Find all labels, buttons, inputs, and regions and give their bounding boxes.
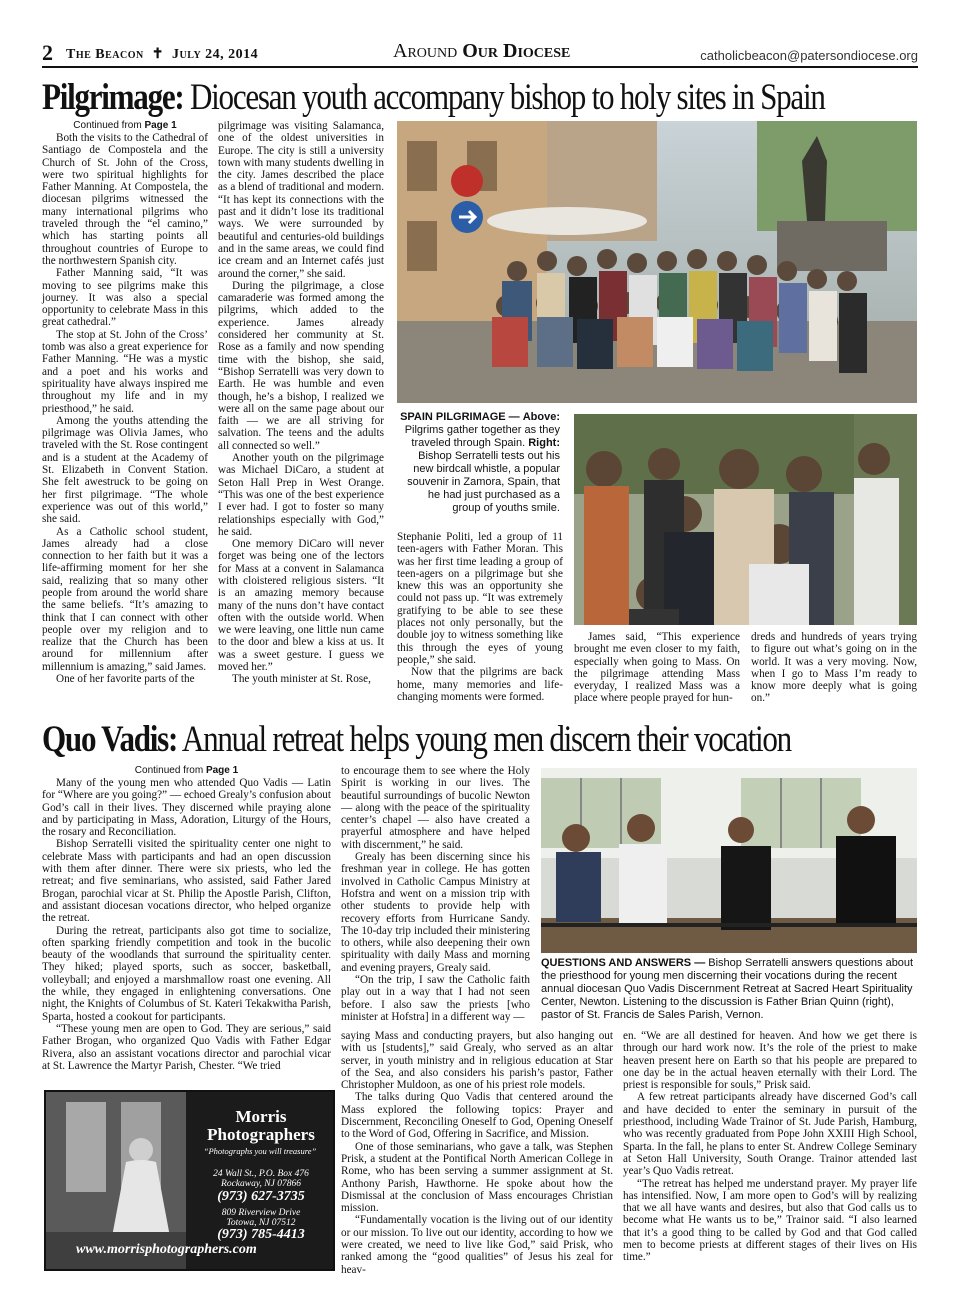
ad-name-line1: Morris bbox=[235, 1107, 287, 1126]
paragraph: One of those seminarians, who gave a talk, was Stephen Prisk, a student at the Pontifical North American College in Rome, who has been serving a summer assignment at St. Anthony Parish, Hawthorne. He spoke about how the Dismissal at the conclusion of Mass encourages Christian mission. bbox=[341, 1140, 613, 1215]
paragraph: Bishop Serratelli visited the spirituality center one night to celebrate Mass with participants and had an open discussion with them after dinner. There were six priests, who led the retreat; and five seminarians, who assisted, said Father Jared Brogan, parochial vicar at St. Philip the Apostle Parish, Clifton, and assistant diocesan vocations director, who helped organize the retreat. bbox=[42, 838, 331, 925]
paragraph: During the pilgrimage, a close camaraderie was formed among the pilgrims, which added to the experience. James already considered her community at St. Rose as a family and now spending time with the bishop, she said, “Bishop Serratelli was very down to Earth. He was humble and even though, he’s a bishop, I realized we were all on the same page about our faith — we are all striving for salvation. The teens and the adults all connected so well.” bbox=[218, 279, 384, 452]
paragraph: Another youth on the pilgrimage was Michael DiCaro, a student at Seton Hall Prep in West Orange. “This was one of the best experience I ever had. I got to foster so many relationships especially with God,” he said. bbox=[218, 452, 384, 538]
group-photo-image bbox=[397, 121, 917, 403]
caption-title: QUESTIONS AND ANSWERS — bbox=[541, 957, 706, 969]
paragraph: The youth minister at St. Rose, bbox=[232, 673, 371, 686]
paragraph: One of her favorite parts of the bbox=[56, 673, 195, 686]
photo-caption-retreat bbox=[541, 957, 917, 1022]
ad-website-link[interactable]: www.morrisphotographers.com bbox=[76, 1242, 257, 1257]
paragraph: Father Manning said, “It was moving to see pilgrims make this journey. It was also a special opportunity to celebrate Mass in this great cathedral.” bbox=[42, 267, 208, 329]
paragraph: The talks during Quo Vadis that centered around the Mass explored the following topics: Prayer and Discernment, Reconciling Oneself to God, Opening Oneself to the Word of God, Offering in Sacrifice, and Mission. bbox=[341, 1091, 613, 1141]
ad-address-2-line2: Totowa, NJ 07512 bbox=[226, 1218, 296, 1228]
story2-headline bbox=[42, 718, 791, 761]
paragraph: “These young men are open to God. They are serious,” said Father Brogan, who organized Quo Vadis with Father Edgar Rivera, also an assistant vocations director and parochial vicar at St. Lawrence the Martyr Parish, Chester. “We tried bbox=[42, 1022, 331, 1072]
ad-address-2 bbox=[196, 1208, 326, 1228]
ad-address-1-line1: 24 Wall St., P.O. Box 476 bbox=[213, 1169, 309, 1179]
ad-phone-1[interactable]: (973) 627-3735 bbox=[217, 1189, 305, 1204]
paragraph: As a Catholic school student, James already had a close connection to her faith but it was a life-affirming moment for her she said, realizing that so many other people from around the world share the same beliefs. “It’s amazing to think that I can connect with other people over my religion and to realize that the Church has been around for millennium after millennium is amazing,” said James. bbox=[42, 525, 208, 673]
ad-address-1-line2: Rockaway, NJ 07866 bbox=[221, 1179, 301, 1189]
paragraph: The stop at St. John of the Cross’ tomb was also a great experience for Father Manning. “He was a mystic and a poet and his works and spirituality have always inspired me throughout my life and in my priesthood,” he said. bbox=[42, 328, 208, 415]
ad-phone-2[interactable]: (973) 785-4413 bbox=[217, 1227, 305, 1242]
caption-text: Bishop Serratelli answers questions about the priesthood for young men discerning their vocations during the recent annual diocesan Quo Vadis Discernment Retreat at Sacred Heart Spirituality Center, Newton. Listening to the discussion is Father Brian Quinn (right), pastor of St. Francis de Sales Parish, Vernon. bbox=[541, 957, 914, 1021]
paragraph: Grealy has been discerning since his freshman year in college. He has gotten involved in Catholic Campus Ministry at Hofstra and went on a mission trip with other students to provide help with recovery efforts from Hurricane Sandy. The 10-day trip included their ministering to others, while also deepening their own spirituality with daily Mass and morning and evening prayers, Grealy said. bbox=[341, 851, 530, 974]
page-number: 2 bbox=[42, 40, 53, 65]
retreat-photo bbox=[541, 768, 917, 953]
ad-address-1 bbox=[196, 1169, 326, 1189]
headline-lead: Pilgrimage: bbox=[42, 77, 184, 118]
paragraph: to encourage them to see where the Holy Spirit is working in our lives. The beautiful surroundings of bucolic Newton — along with the peace of the spirituality center’s chapel — also have created a prayerful atmosphere and have helped with discernment,” he said. bbox=[341, 765, 530, 851]
paragraph: Stephanie Politi, led a group of 11 teen-agers with Father Moran. This was her first time leading a group of teen-agers on a pilgrimage but she knew this was an opportunity she could not pass up. “It was extremely gratifying to be able to see these places not only personally, but the double joy to witness something like this through the eyes of young people,” she said. bbox=[397, 531, 563, 666]
paragraph: en. “We are all destined for heaven. And how we get there is through our hard work now. It’s the role of the priest to make heaven present here on Earth so that his people are prepared to one day be in the actual heaven eternally with their Lord. The priest is responsible for souls,” Prisk said. bbox=[623, 1030, 917, 1092]
masthead bbox=[66, 46, 258, 63]
story1-column-1 bbox=[42, 120, 208, 685]
morris-photographers-ad[interactable] bbox=[44, 1090, 335, 1271]
paragraph: During the retreat, participants also got time to socialize, often sparking friendly competition and took in the bucolic beauty of the woodlands that surround the spirituality center. They hiked; played sports, such as soccer, basketball, volleyball; and enjoyed a marshmallow roast one evening. All the while, they engaged in enlightening conversations. One night, the Knights of Columbus of St. Kateri Tekakwitha Parish, Sparta, hosted a cookout for participants. bbox=[42, 924, 331, 1023]
section-name-b: Our Diocese bbox=[462, 40, 571, 62]
header-rule bbox=[42, 66, 918, 68]
headline-rest: Annual retreat helps young men discern their vocation bbox=[177, 719, 791, 760]
ad-tagline: “Photographs you will treasure” bbox=[203, 1146, 317, 1156]
caption-label-right: Right: bbox=[528, 437, 560, 449]
caption-title: SPAIN PILGRIMAGE — bbox=[400, 411, 520, 423]
story2-column-2b bbox=[341, 1030, 613, 1276]
paragraph: saying Mass and conducting prayers, but also hanging out with us [students],” said Grealy, who served as an altar server, in youth ministry and in religious education at Star of the Sea, and also considers his parish’s pastor, Father Christopher Muldoon, as one of his priest role models. bbox=[341, 1030, 613, 1092]
continued-note bbox=[42, 765, 331, 776]
paragraph: pilgrimage was visiting Salamanca, one of the oldest universities in Europe. The city is still a university town with many students dwelling in the city. James described the place as a blend of traditional and modern. “It has kept its connections with the past and it didn’t lose its traditional ways. We were surrounded by beautiful and centuries-old buildings and in the same areas, we could find ice cream and an Internet cafés just around the corner,” she said. bbox=[218, 120, 384, 280]
photo-caption-spain bbox=[397, 411, 560, 515]
group-photo bbox=[397, 121, 917, 403]
contact-email[interactable]: catholicbeacon@patersondiocese.org bbox=[700, 48, 918, 63]
story1-column-3 bbox=[397, 531, 563, 703]
section-name-a: Around bbox=[393, 40, 458, 62]
story1-headline bbox=[42, 76, 825, 119]
bishop-birdcall-photo bbox=[574, 414, 917, 625]
ad-name-line2: Photographers bbox=[207, 1125, 315, 1144]
section-name bbox=[393, 40, 570, 63]
story2-column-2a bbox=[341, 765, 530, 1023]
caption-text-above: Pilgrims gather together as they traveled through Spain. bbox=[404, 424, 560, 449]
headline-rest: Diocesan youth accompany bishop to holy sites in Spain bbox=[183, 77, 825, 118]
continued-note bbox=[42, 120, 208, 131]
paragraph: A few retreat participants already have discerned God’s call and have decided to enter the seminary in pursuit of the priesthood, including Wade Trainor of St. Jude Parish, Hamburg, who was recently graduated from Pope John XXIII High School, Sparta. In the fall, he plans to enter St. Andrew College Seminary at Seton Hall University, South Orange. Trainor attended last year’s Quo Vadis retreat. bbox=[623, 1091, 917, 1178]
continued-page: Page 1 bbox=[144, 120, 177, 131]
story1-column-2 bbox=[218, 120, 384, 686]
story2-column-3 bbox=[623, 1030, 917, 1264]
paragraph: One memory DiCaro will never forget was being one of the lectors for Mass at a convent in Salamanca with cloistered religious sisters. “It is an amazing memory because many of the nuns don’t have contact often with the outside world. When we were leaving, one little nun came to the door and blew a kiss at us. It was a sweet gesture. I guess we moved her.” bbox=[218, 538, 384, 674]
paragraph: dreds and hundreds of years trying to figure out what’s going on in the world. It was a very moving. Now, when I go to Mass I’m ready to know more deeply what is going on.” bbox=[751, 631, 917, 705]
caption-label-above: Above: bbox=[522, 411, 560, 423]
caption-text-right: Bishop Serratelli tests out his new birdcall whistle, a popular souvenir in Zamora, Spain, that he had just purchased as a group of youths smile. bbox=[407, 450, 560, 514]
paragraph: “The retreat has helped me understand prayer. My prayer life has intensified. Now, I am more open to God’s will by realizing that we all have wants and desires, but also that God calls us to become what He wants us to be,” Trainor said. “I also learned that it’s a good thing to be called by God and that God called men to become priests at different stages of their lives on His time.” bbox=[623, 1177, 917, 1264]
cross-icon: ✝ bbox=[151, 47, 164, 62]
ad-address-2-line1: 809 Riverview Drive bbox=[221, 1208, 301, 1218]
retreat-image bbox=[541, 768, 917, 953]
paragraph: James said, “This experience brought me even closer to my faith, especially when going to Mass. On the pilgrimage attending Mass everyday, I realized Mass was a place where people prayed for hun- bbox=[574, 631, 740, 705]
bishop-birdcall-image bbox=[574, 414, 917, 625]
continued-page: Page 1 bbox=[205, 765, 239, 776]
headline-lead: Quo Vadis: bbox=[42, 719, 178, 760]
continued-text: Continued from bbox=[134, 765, 204, 776]
paragraph: Among the youths attending the pilgrimage was Olivia James, who traveled with the St. Rose contingent and is a student at the Academy of St. Elizabeth in Convent Station. She felt awestruck to be going on her first pilgrimage. “The whole experience was out of this world,” she said. bbox=[42, 414, 208, 526]
paragraph: “On the trip, I saw the Catholic faith play out in a way that I had not seen before. I also saw the priests [who minister at Hofstra] in a different way — bbox=[341, 974, 530, 1023]
paragraph: “Fundamentally vocation is the living out of our identity or our mission. To live out our identity, according to how we were created, we need to live like God,” said Prisk, who ranked among the “good qualities” of Jesus his zeal for heav- bbox=[341, 1214, 613, 1276]
story2-column-1 bbox=[42, 765, 331, 1072]
continued-text: Continued from bbox=[73, 120, 142, 131]
paragraph: Now that the pilgrims are back home, many memories and life-changing moments were formed. bbox=[397, 666, 563, 703]
issue-date: July 24, 2014 bbox=[171, 47, 259, 62]
paragraph: Both the visits to the Cathedral of Santiago de Compostela and the Church of St. John of the Cross, were two spiritual highlights for Father Manning. At Compostela, the diocesan pilgrims witnessed the many international pilgrims who traveled through the “el camino,” which has starting points all throughout countries of Europe to the northwestern Spanish city. bbox=[42, 132, 208, 267]
paper-name: The Beacon bbox=[66, 47, 144, 62]
story1-column-4 bbox=[574, 631, 740, 705]
paragraph: Many of the young men who attended Quo Vadis — Latin for “Where are you going?” — echoed Grealy’s confusion about God’s call in their lives. They discerned while praying alone and by participating in Mass, Adoration, Liturgy of the Hours, the rosary and Reconciliation. bbox=[42, 777, 331, 839]
story1-column-5 bbox=[751, 631, 917, 705]
ad-business-name bbox=[196, 1108, 326, 1144]
